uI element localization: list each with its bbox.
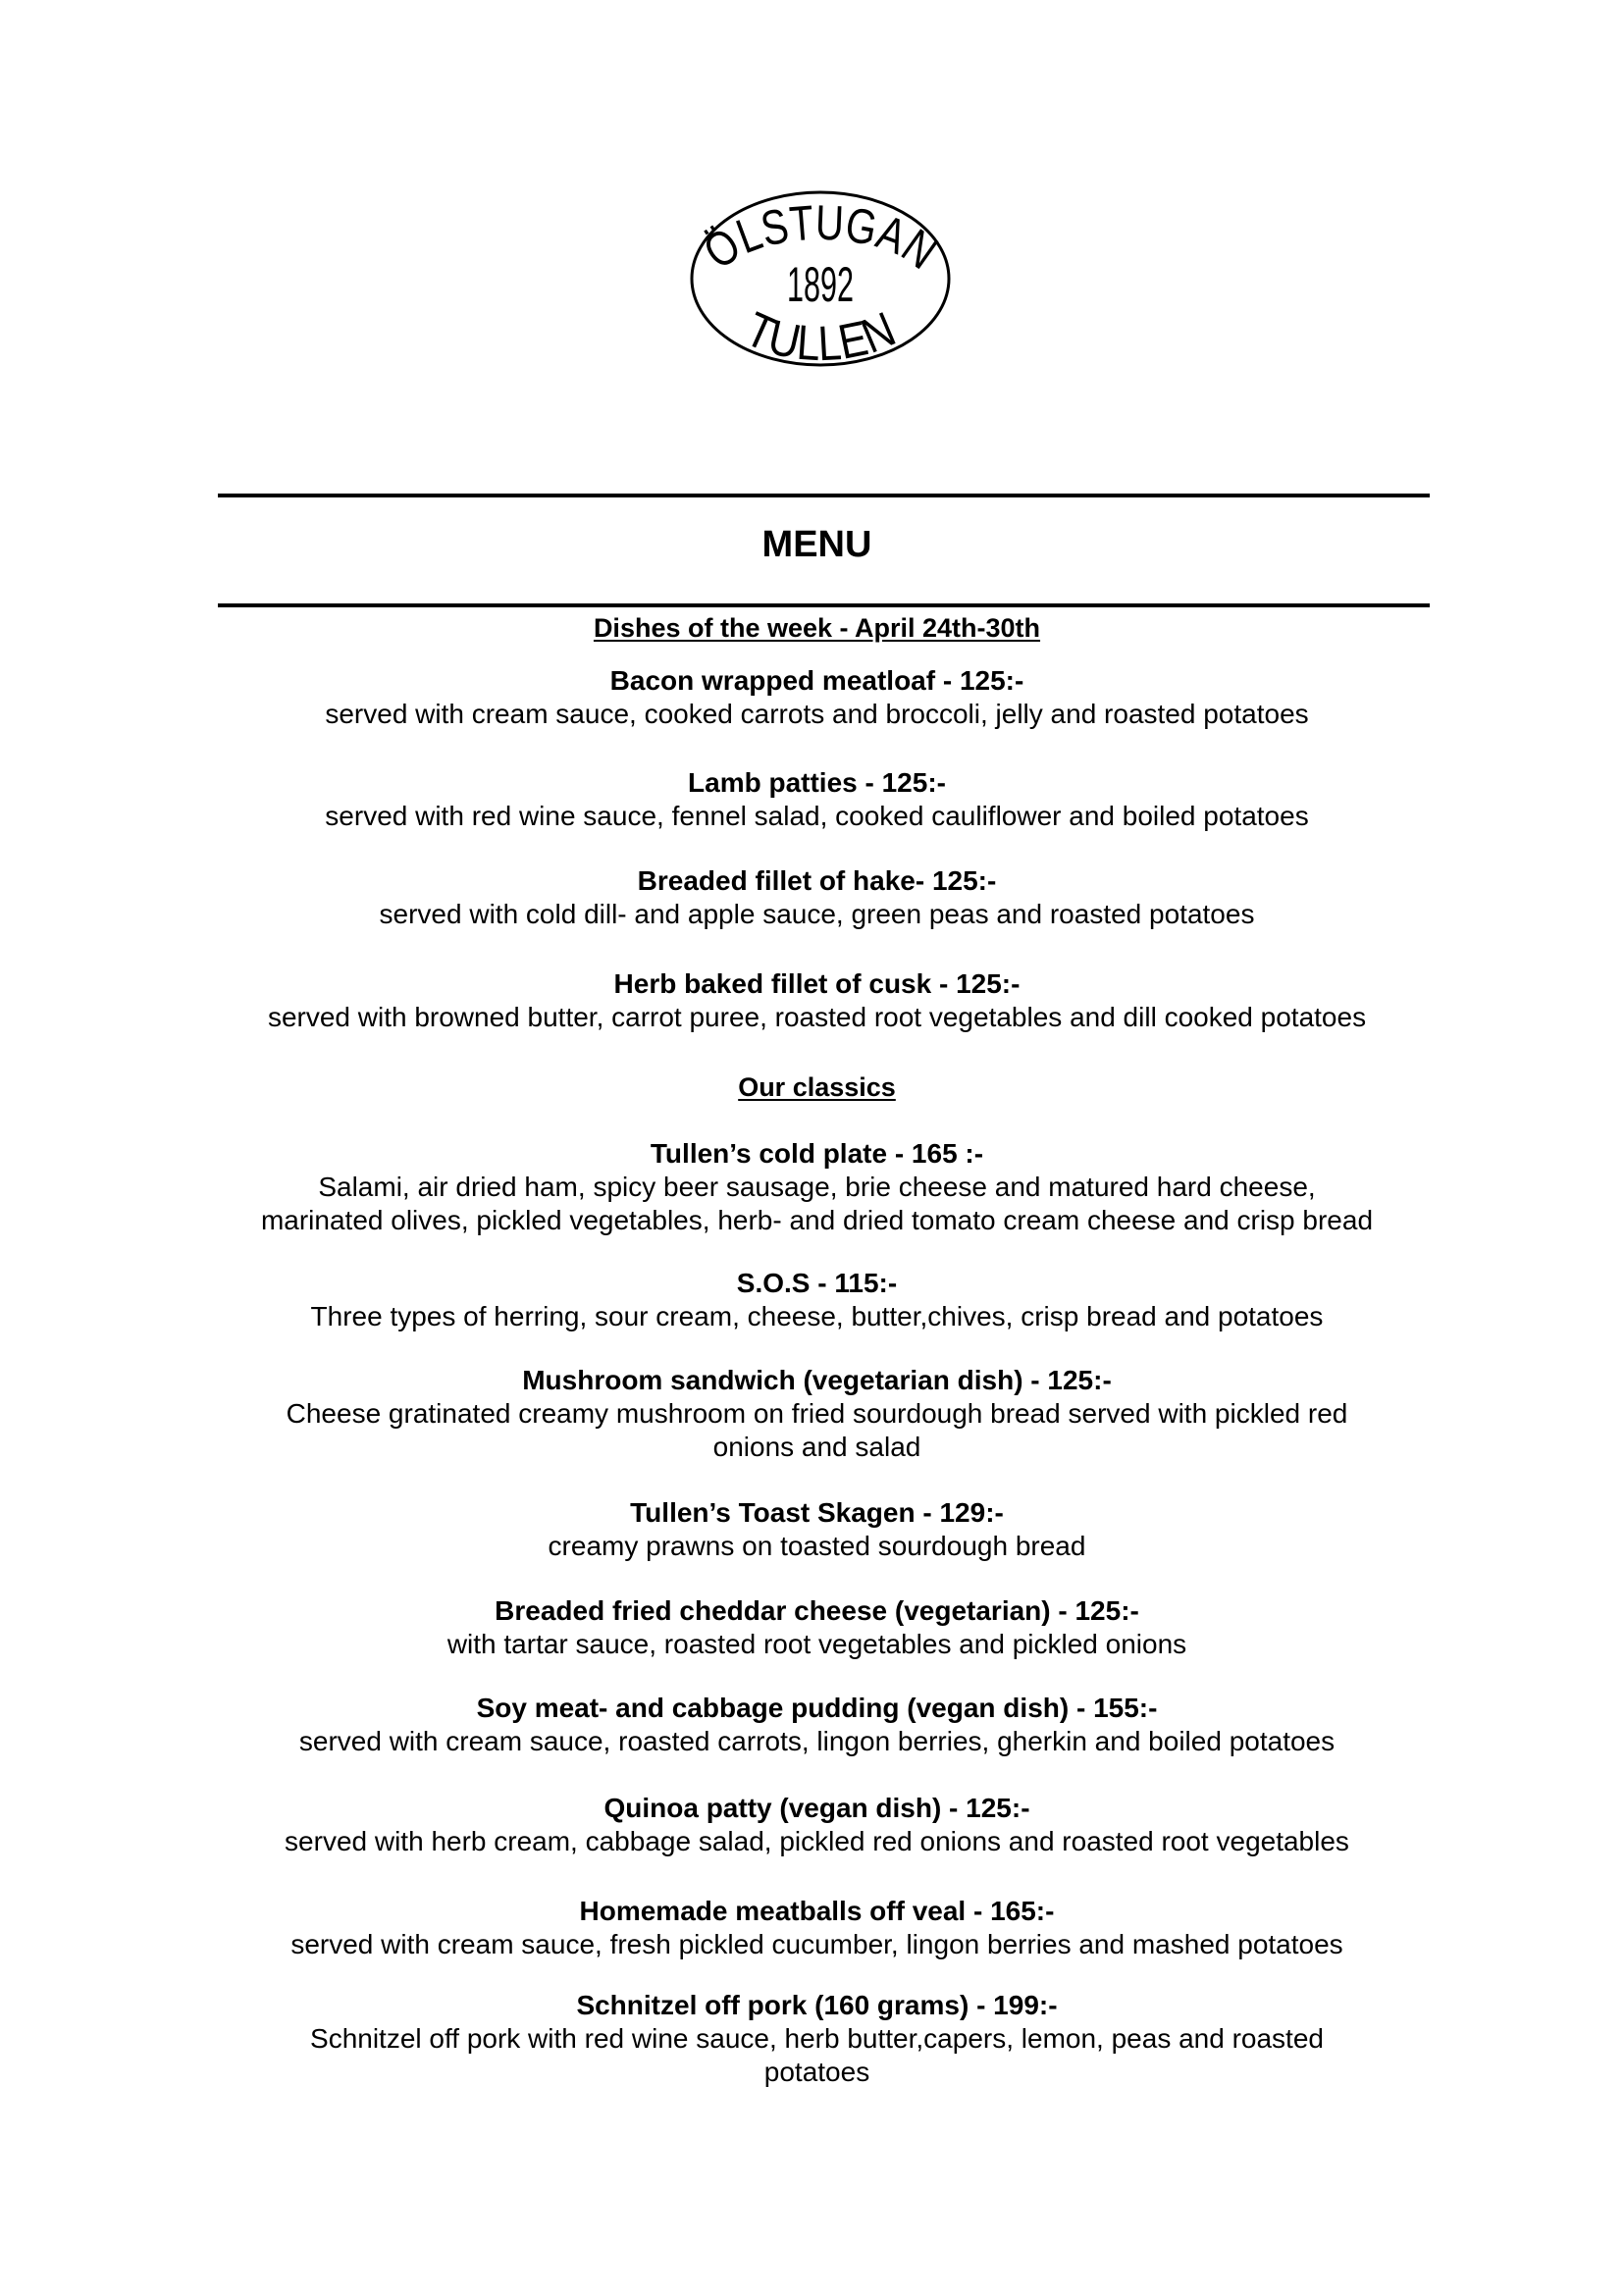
menu-item (10, 1792, 1624, 1858)
menu-item-description: marinated olives, pickled vegetables, herb- and dried tomato cream cheese and crisp bread (260, 1205, 1374, 1235)
page-title: MENU (761, 524, 872, 565)
menu-item (10, 1496, 1624, 1563)
menu-item-description: served with cream sauce, roasted carrots, lingon berries, gherkin and boiled potatoes (298, 1726, 1336, 1756)
menu-item-name: Herb baked fillet of cusk - 125:- (613, 968, 1021, 999)
menu-item (10, 864, 1624, 931)
menu-item-name: Homemade meatballs off veal - 165:- (579, 1896, 1055, 1926)
menu-item-name: Tullen’s Toast Skagen - 129:- (630, 1497, 1004, 1528)
menu-item-description: creamy prawns on toasted sourdough bread (548, 1531, 1086, 1561)
menu-item-name: Lamb patties - 125:- (688, 767, 946, 798)
section-heading: Dishes of the week - April 24th-30th (593, 613, 1041, 643)
menu-item-description: potatoes (763, 2057, 870, 2087)
logo (687, 177, 962, 383)
menu-item-description: served with cold dill- and apple sauce, green peas and roasted potatoes (379, 899, 1255, 929)
menu-item-description: served with browned butter, carrot puree, roasted root vegetables and dill cooked potatoes (267, 1002, 1367, 1032)
menu-item-name: S.O.S - 115:- (736, 1268, 898, 1298)
menu-item-description: Schnitzel off pork with red wine sauce, herb butter,capers, lemon, peas and roasted (310, 2023, 1324, 2054)
menu-item (10, 1137, 1624, 1237)
menu-item-description: with tartar sauce, roasted root vegetables and pickled onions (446, 1629, 1187, 1659)
divider-bottom (218, 603, 1430, 607)
section-heading: Our classics (738, 1072, 896, 1102)
menu-item-name: Quinoa patty (vegan dish) - 125:- (603, 1793, 1030, 1823)
menu-item-name: Breaded fried cheddar cheese (vegetarian) - 125:- (495, 1595, 1139, 1626)
menu-item (10, 1692, 1624, 1758)
menu-item (10, 1364, 1624, 1464)
menu-item-name: Schnitzel off pork (160 grams) - 199:- (576, 1990, 1058, 2020)
menu-item-name: Breaded fillet of hake- 125:- (637, 865, 997, 896)
menu-item-name: Tullen’s cold plate - 165 :- (650, 1138, 984, 1169)
divider-top (218, 494, 1430, 497)
menu-item-name: Bacon wrapped meatloaf - 125:- (609, 665, 1024, 696)
menu-item-description: served with red wine sauce, fennel salad, cooked cauliflower and boiled potatoes (325, 801, 1309, 831)
menu-item (10, 766, 1624, 833)
menu-item (10, 1989, 1624, 2089)
menu-item (10, 664, 1624, 731)
logo-year: 1892 (787, 257, 854, 312)
logo-bottom-text-path: TULLEN (737, 299, 908, 372)
menu-item-description: served with herb cream, cabbage salad, pickled red onions and roasted root vegetables (285, 1826, 1349, 1856)
menu-item (10, 1267, 1624, 1333)
menu-item-name: Soy meat- and cabbage pudding (vegan dish) - 155:- (476, 1693, 1158, 1723)
menu-item-description: served with cream sauce, cooked carrots and broccoli, jelly and roasted potatoes (325, 699, 1309, 729)
logo-top-text-path: ÖLSTUGAN (694, 194, 954, 285)
menu-item-description: Three types of herring, sour cream, cheese, butter,chives, crisp bread and potatoes (310, 1301, 1324, 1331)
menu-item-description: Cheese gratinated creamy mushroom on fried sourdough bread served with pickled red (286, 1398, 1348, 1429)
menu-item-description: Salami, air dried ham, spicy beer sausage, brie cheese and matured hard cheese, (318, 1172, 1316, 1202)
menu-item-description: onions and salad (712, 1432, 921, 1462)
menu-item (10, 967, 1624, 1034)
menu-item (10, 1594, 1624, 1661)
menu-item (10, 1895, 1624, 1961)
menu-item-name: Mushroom sandwich (vegetarian dish) - 125:- (522, 1365, 1112, 1395)
menu-item-description: served with cream sauce, fresh pickled cucumber, lingon berries and mashed potatoes (290, 1929, 1343, 1959)
